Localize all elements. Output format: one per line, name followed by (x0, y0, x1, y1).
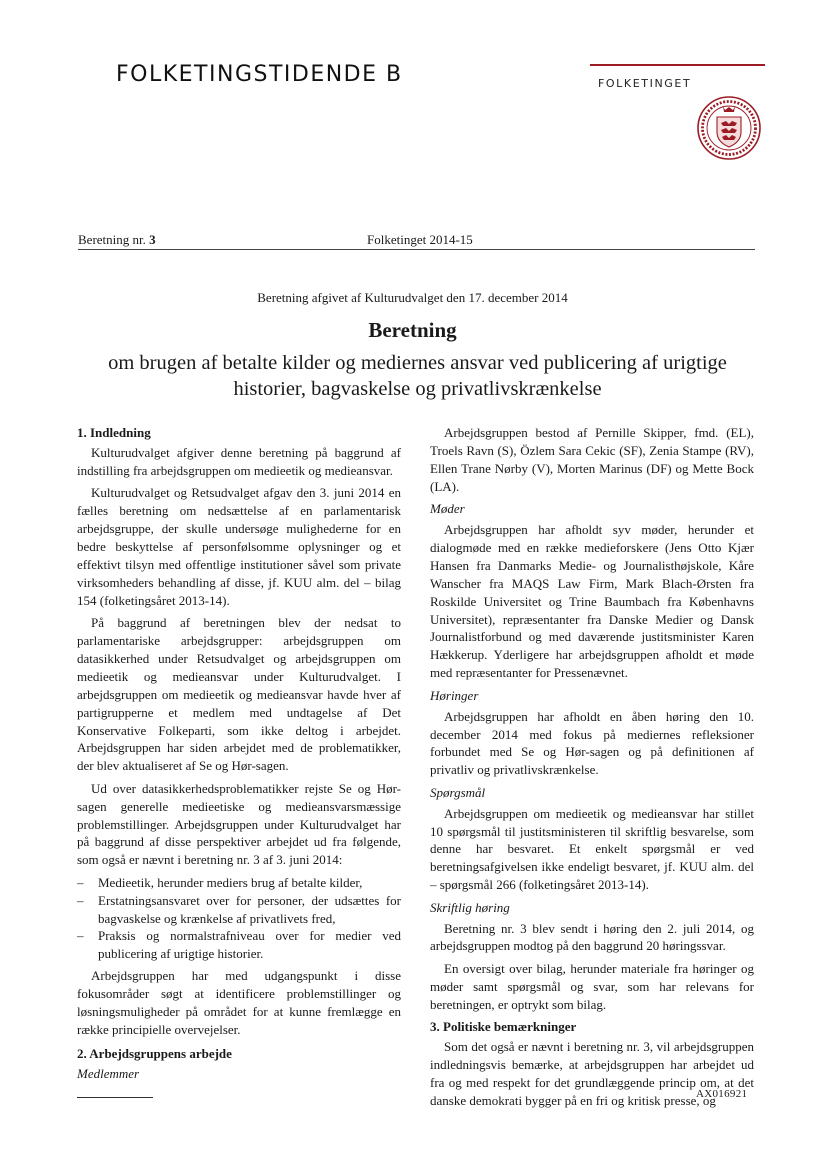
meta-divider (78, 249, 755, 250)
footnote-rule (77, 1097, 153, 1098)
section-heading-introduction: 1. Indledning (77, 425, 151, 440)
given-date-line: Beretning afgivet af Kulturudvalget den 17. december 2014 (257, 290, 568, 305)
section-heading-work: 2. Arbejdsgruppens arbejde (77, 1045, 232, 1061)
focus-area-list (77, 874, 401, 964)
paragraph: Arbejdsgruppen bestod af Pernille Skipper, fmd. (EL), Troels Ravn (S), Özlem Sara Cekic (SF), Zenia Stampe (RV), Ellen Trane Nørby (V), Morten Marinus (DF) og Mette Bock (LA). (430, 425, 754, 494)
document-title: Beretning (368, 318, 457, 342)
document-code: AX016921 (696, 1088, 748, 1100)
section-heading-political-remarks: 3. Politiske bemærkninger (430, 1019, 577, 1035)
folketinget-seal-icon (695, 94, 763, 162)
paragraph: Arbejdsgruppen om medieetik og medieansvar har stillet 10 spørgsmål til justitsministeren til skriftlig besvarelse, som denne har besvaret. Et enkelt spørgsmål er ved beretningsafgivelsen ikke endeligt besvaret, jf. KUU alm. del – spørgsmål 266 (folketingsåret 2013-14). (430, 805, 754, 893)
paragraph: Kulturudvalget og Retsudvalget afgav den 3. juni 2014 en fælles beretning om nedsættelse af en parlamentarisk arbejdsgruppe, der skulle undersøge mulighederne for en bedre beskyttelse af personfølsomme oplysninger og et effektivt tilsyn med offentlige institutioner såvel som private virksomheders behandling af disse, jf. KUU alm. del – bilag 154 (folketingsåret 2013-14). (77, 485, 401, 608)
paragraph: Arbejdsgruppen har med udgangspunkt i disse fokusområder søgt at identificere problemstillinger og løsningsmuligheder på området for at kunne fremlægge en række principielle overvejelser. (77, 968, 401, 1037)
subheading-questions: Spørgsmål (430, 784, 486, 800)
list-item: – Erstatningsansvaret over for personer, der udsættes for bagvaskelse og krænkelse af privatlivets fred, (77, 892, 401, 928)
paragraph: Beretning nr. 3 blev sendt i høring den 2. juli 2014, og arbejdsgruppen modtog på den baggrund 20 høringssvar. (430, 920, 754, 954)
session-label: Folketinget 2014-15 (367, 232, 473, 247)
paragraph: Ud over datasikkerhedsproblematikker rejste Se og Hør-sagen generelle medieetiske og medieansvarsmæssige problemstillinger. Arbejdsgruppen under Kulturudvalget har på baggrund af disse perspektiver arbejdet ud fra følgende, som også er nævnt i beretning nr. 3 af 3. juni 2014: (77, 780, 401, 868)
org-name: FOLKETINGET (598, 77, 692, 90)
list-item: – Medieetik, herunder mediers brug af betalte kilder, (77, 874, 401, 892)
paragraph: Som det også er nævnt i beretning nr. 3, vil arbejdsgruppen indledningsvis bemærke, at arbejdsgruppen har arbejdet ud fra og med respekt for det grundlæggende princip om, at det danske demokrati bygger på en fri og kritisk presse, og (430, 1039, 754, 1108)
list-item: – Praksis og normalstrafniveau over for medier ved publicering af urigtige historier. (77, 927, 401, 963)
subheading-members: Medlemmer (77, 1065, 140, 1081)
document-subtitle: om brugen af betalte kilder og mediernes ansvar ved publicering af urigtige historier, bagvaskelse og privatlivskrænkelse (108, 352, 727, 400)
paragraph: På baggrund af beretningen blev der nedsat to parlamentariske arbejdsgrupper: arbejdsgruppen om datasikkerhed under Retsudvalget og arbejdsgruppen om medieetik og medieansvar under Kulturudvalget. I arbejdsgruppen om medieetik og medieansvar havde hver af partigrupperne et medlem med undtagelse af Det Konservative Folkeparti, som ikke deltog i arbejdet. Arbejdsgruppen har siden arbejdet med de problematikker, der blev aktualiseret af Se og Hør-sagen. (77, 615, 401, 774)
subheading-written-hearing: Skriftlig høring (430, 899, 510, 915)
paragraph: Arbejdsgruppen har afholdt en åben høring den 10. december 2014 med fokus på mediernes refleksioner forbundet med Se og Hør-sagen og på definitionen af privatliv og privatlivskrænkelse. (430, 708, 754, 778)
report-number: Beretning nr. 3 (78, 232, 156, 247)
subheading-meetings: Møder (430, 501, 465, 517)
header-accent-rule (590, 64, 765, 66)
paragraph: En oversigt over bilag, herunder materiale fra høringer og møder samt spørgsmål og svar, som har relevans for beretningen, er optrykt som bilag. (430, 960, 754, 1012)
masthead-title: FOLKETINGSTIDENDE B (116, 62, 403, 87)
right-column (430, 424, 754, 1114)
paragraph: Arbejdsgruppen har afholdt syv møder, herunder et dialogmøde med en række medieforskere (Jens Otto Kjær Hansen fra Danmarks Medie- og Journalisthøjskole, Kåre Wanscher fra MAQS Law Firm, Mark Blach-Ørsten fra Roskilde Universitet og Trine Baumbach fra Københavns Universitet), repræsentanter fra Danske Medier og Dansk Journalistforbund og med daværende justitsminister Karen Hækkerup. Yderligere har arbejdsgruppen afholdt et møde med repræsentanter for Pressenævnet. (430, 522, 754, 681)
left-column (77, 424, 401, 1086)
subheading-hearings: Høringer (430, 687, 479, 703)
paragraph: Kulturudvalget afgiver denne beretning på baggrund af indstilling fra arbejdsgruppen om medieetik og medieansvar. (77, 444, 401, 478)
